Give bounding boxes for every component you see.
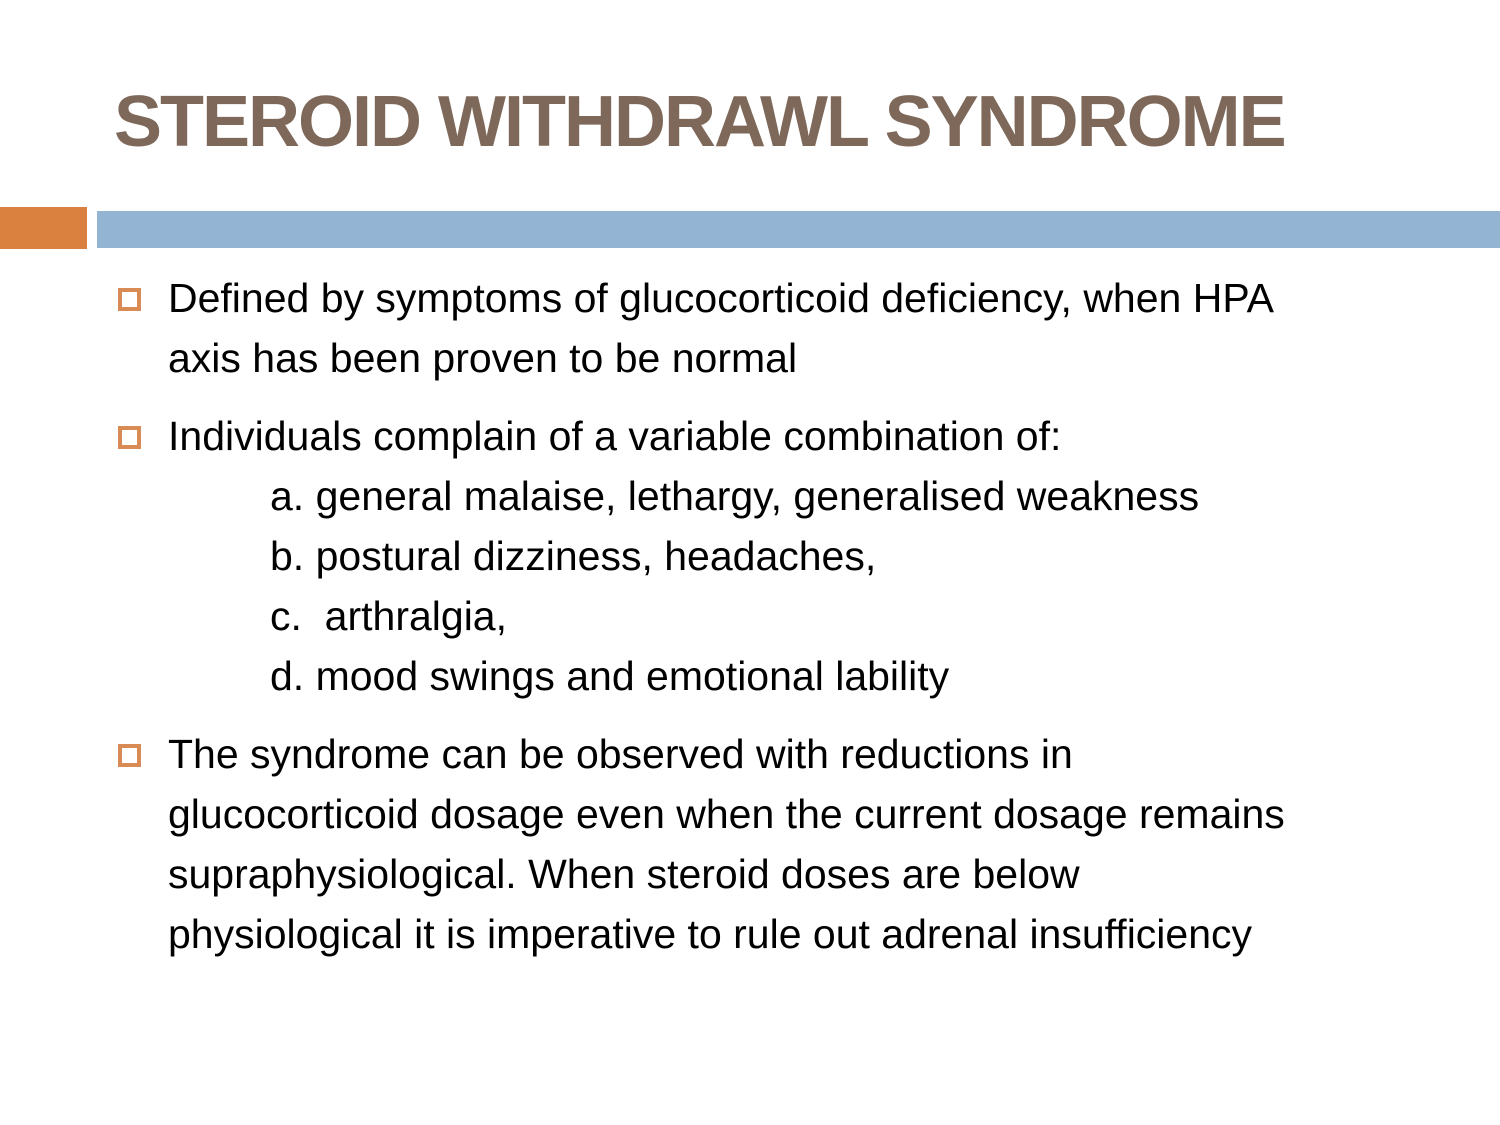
bullet-text-line: Individuals complain of a variable combination of: (168, 413, 1062, 459)
bullet-item (118, 406, 1458, 706)
sub-list-item: c. arthralgia, (270, 593, 507, 639)
bullet-text-line: glucocorticoid dosage even when the current dosage remains (168, 791, 1285, 837)
bullet-text-line: axis has been proven to be normal (168, 335, 798, 381)
bullet-text-line: physiological it is imperative to rule out adrenal insufficiency (168, 911, 1253, 957)
slide-title: STEROID WITHDRAWL SYNDROME (114, 82, 1285, 162)
bullet-square-icon (118, 744, 141, 767)
sub-list-item: b. postural dizziness, headaches, (270, 533, 877, 579)
sub-list-item: d. mood swings and emotional lability (270, 653, 950, 699)
slide-body (118, 268, 1458, 982)
accent-bar-blue (97, 211, 1500, 248)
bullet-square-icon (118, 426, 141, 449)
bullet-item (118, 724, 1458, 964)
accent-bar-orange (0, 207, 87, 249)
bullet-square-icon (118, 288, 141, 311)
bullet-text-line: supraphysiological. When steroid doses are below (168, 851, 1080, 897)
bullet-text-line: The syndrome can be observed with reductions in (168, 731, 1073, 777)
bullet-item (118, 268, 1458, 388)
sub-list-item: a. general malaise, lethargy, generalised weakness (270, 473, 1200, 519)
bullet-text-line: Defined by symptoms of glucocorticoid deficiency, when HPA (168, 275, 1274, 321)
